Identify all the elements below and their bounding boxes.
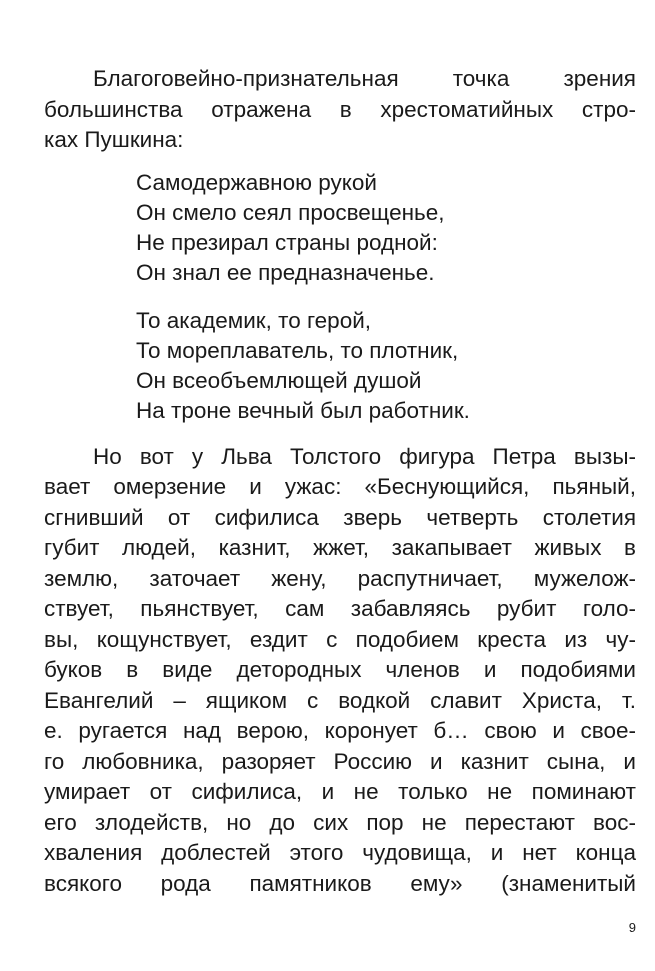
text-line: землю, заточает жену, распутничает, мужелож- (44, 565, 636, 591)
text-line: Благоговейно-признательная точка зрения (93, 66, 636, 91)
text-line: его злодейств, но до сих пор не перестают вос- (44, 809, 636, 835)
text-line: ствует, пьянствует, сам забавляясь рубит голо- (44, 596, 636, 621)
text-line: Но вот у Льва Толстого фигура Петра вызы- (93, 443, 636, 469)
paragraph-tolstoy (44, 442, 636, 900)
verse-line: Самодержавною рукой (136, 169, 377, 195)
text-line: всякого рода памятников ему» (знаменитый (44, 870, 636, 896)
verse-line: То мореплаватель, то плотник, (136, 337, 459, 363)
verse-line: Не презирал страны родной: (136, 229, 438, 255)
paragraph-intro (44, 64, 636, 156)
verse-line: Он всеобъемлющей душой (136, 367, 422, 393)
text-line: Евангелий – ящиком с водкой славит Христа, т. (44, 687, 636, 713)
text-line: хваления доблестей этого чудовища, и нет конца (44, 840, 636, 865)
text-line: губит людей, казнит, жжет, закапывает живых в (44, 535, 636, 560)
poem-stanza-1 (136, 168, 636, 288)
text-line: е. ругается над верою, коронует б… свою и свое- (44, 718, 636, 743)
poem-quote (44, 168, 636, 426)
page-number: 9 (628, 920, 636, 935)
text-line: вает омерзение и ужас: «Беснующийся, пьяный, (44, 474, 636, 499)
poem-stanza-2 (136, 306, 636, 426)
text-line: большинства отражена в хрестоматийных стро- (44, 96, 636, 122)
text-line: буков в виде детородных членов и подобиями (44, 657, 636, 682)
page-content (44, 64, 636, 899)
verse-line: Он знал ее предназначенье. (136, 259, 435, 285)
text-line: ках Пушкина: (44, 127, 184, 152)
verse-line: Он смело сеял просвещенье, (136, 199, 445, 225)
text-line: вы, кощунствует, ездит с подобием креста из чу- (44, 626, 636, 652)
verse-line: То академик, то герой, (136, 307, 372, 333)
text-line: сгнивший от сифилиса зверь четверть столетия (44, 504, 636, 530)
text-line: умирает от сифилиса, и не только не поминают (44, 779, 636, 804)
verse-line: На троне вечный был работник. (136, 397, 470, 423)
text-line: го любовника, разоряет Россию и казнит сына, и (44, 748, 636, 774)
